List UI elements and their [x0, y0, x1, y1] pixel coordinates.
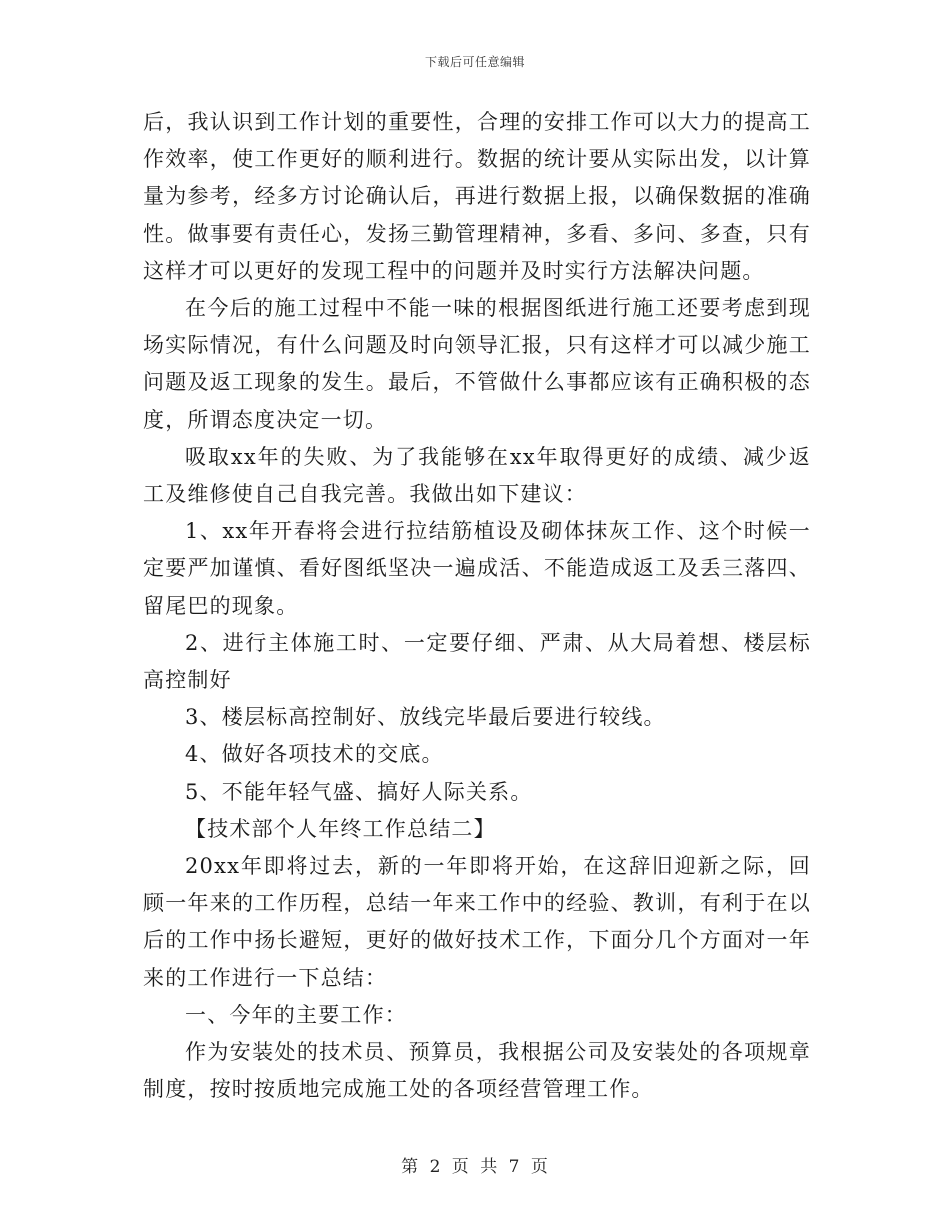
- paragraph: 20xx年即将过去，新的一年即将开始，在这辞旧迎新之际，回顾一年来的工作历程，总结一年来工作中的经验、教训，有利于在以后的工作中扬长避短，更好的做好技术工作，下面分几个方面对一年来的工作进行一下总结：: [143, 854, 811, 990]
- paragraph: 吸取xx年的失败、为了我能够在xx年取得更好的成绩、减少返工及维修使自己自我完善。我做出如下建议：: [143, 444, 811, 507]
- page-footer: 第 2 页 共 7 页: [401, 1157, 549, 1177]
- paragraph-continuation: 后，我认识到工作计划的重要性，合理的安排工作可以大力的提高工作效率，使工作更好的顺利进行。数据的统计要从实际出发，以计算量为参考，经多方讨论确认后，再进行数据上报，以确保数据的准确性。做事要有责任心，发扬三勤管理精神，多看、多问、多查，只有这样才可以更好的发现工程中的问题并及时实行方法解决问题。: [143, 110, 811, 283]
- section-title: 【技术部个人年终工作总结二】: [185, 816, 496, 841]
- list-item: 3、楼层标高控制好、放线完毕最后要进行较线。: [185, 705, 666, 730]
- paragraph: 作为安装处的技术员、预算员，我根据公司及安装处的各项规章制度，按时按质地完成施工处的各项经营管理工作。: [143, 1040, 811, 1102]
- list-item: 1、xx年开春将会进行拉结筋植设及砌体抹灰工作、这个时候一定要严加谨慎、看好图纸坚决一遍成活、不能造成返工及丢三落四、留尾巴的现象。: [143, 519, 811, 618]
- subsection-title: 一、今年的主要工作：: [185, 1002, 407, 1027]
- list-item: 2、进行主体施工时、一定要仔细、严肃、从大局着想、楼层标高控制好: [143, 630, 811, 693]
- paragraph: 在今后的施工过程中不能一味的根据图纸进行施工还要考虑到现场实际情况，有什么问题及时向领导汇报，只有这样才可以减少施工问题及返工现象的发生。最后，不管做什么事都应该有正确积极的态度，所谓态度决定一切。: [143, 296, 811, 432]
- list-item: 4、做好各项技术的交底。: [185, 742, 444, 767]
- list-item: 5、不能年轻气盛、搞好人际关系。: [185, 779, 533, 804]
- page-header: 下载后可任意编辑: [424, 55, 525, 69]
- document-body: [143, 104, 811, 1108]
